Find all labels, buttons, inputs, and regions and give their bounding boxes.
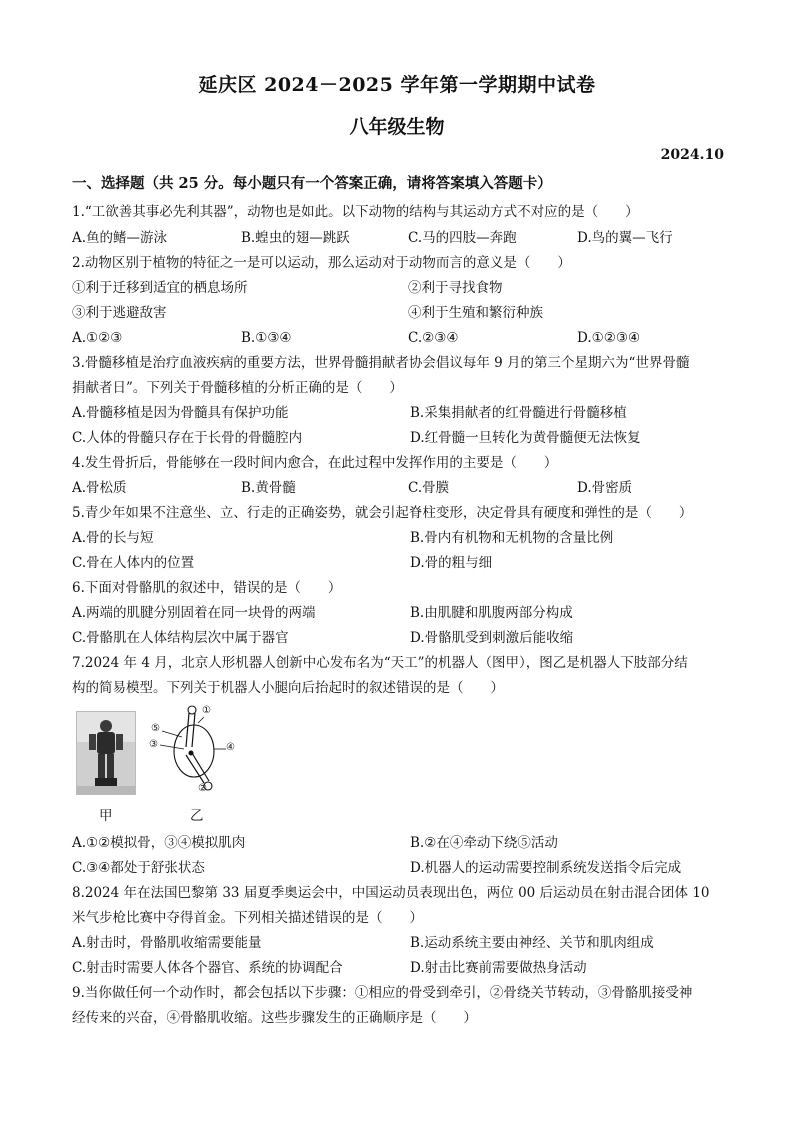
q6-option-c: C.骨骼肌在人体结构层次中属于器官	[72, 630, 289, 646]
q1-option-b: B.蝗虫的翅—跳跃	[241, 230, 350, 246]
q5-option-c: C.骨在人体内的位置	[72, 555, 195, 571]
q4-option-c: C.骨膜	[408, 480, 450, 496]
q2-option-b: B.①③④	[241, 330, 292, 346]
question-6-stem: 6.下面对骨骼肌的叙述中，错误的是（ ）	[72, 580, 342, 596]
q3-option-b: B.采集捐献者的红骨髓进行骨髓移植	[410, 405, 627, 421]
q7-option-d: D.机器人的运动需要控制系统发送指令后完成	[410, 860, 682, 876]
q4-option-b: B.黄骨髓	[241, 480, 296, 496]
q2-option-c: C.②③④	[408, 330, 459, 346]
question-4-stem: 4.发生骨折后，骨能够在一段时间内愈合，在此过程中发挥作用的主要是（ ）	[72, 455, 558, 471]
question-3-stem-line-1: 3.骨髓移植是治疗血液疾病的重要方法，世界骨髓捐献者协会倡议每年 9 月的第三个星期六为“世界骨髓	[72, 355, 690, 371]
question-1-stem: 1.“工欲善其事必先利其器”，动物也是如此。以下动物的结构与其运动方式不对应的是（ ）	[72, 204, 639, 220]
q7-option-b: B.②在④牵动下绕⑤活动	[410, 835, 558, 851]
question-2-stem: 2.动物区别于植物的特征之一是可以运动，那么运动对于动物而言的意义是（ ）	[72, 255, 571, 271]
q7-option-c: C.③④都处于舒张状态	[72, 860, 205, 876]
q1-option-d: D.鸟的翼—飞行	[577, 230, 673, 246]
q2-item-2: ②利于寻找食物	[408, 280, 503, 296]
q2-option-d: D.①②③④	[577, 330, 641, 346]
q2-item-4: ④利于生殖和繁衍种族	[408, 305, 543, 321]
q7-option-a: A.①②模拟骨，③④模拟肌肉	[72, 835, 246, 851]
figure-caption-jia: 甲	[99, 808, 113, 824]
q5-option-d: D.骨的粗与细	[410, 555, 493, 571]
diagram-label-5: ⑤	[151, 723, 160, 734]
section-heading: 一、选择题（共 25 分。每小题只有一个答案正确，请将答案填入答题卡）	[72, 175, 552, 192]
question-8-stem-line-1: 8.2024 年在法国巴黎第 33 届夏季奥运会中，中国运动员表现出色，两位 00 后运动员在射击混合团体 10	[72, 885, 710, 901]
diagram-label-2: ②	[198, 783, 207, 794]
question-9-stem-line-1: 9.当你做任何一个动作时，都会包括以下步骤：①相应的骨受到牵引，②骨绕关节转动，③骨骼肌接受神	[72, 985, 693, 1001]
exam-title: 延庆区 2024－2025 学年第一学期期中试卷	[198, 74, 596, 96]
q5-option-a: A.骨的长与短	[72, 530, 154, 546]
figure-caption-yi: 乙	[190, 808, 204, 824]
q8-option-c: C.射击时需要人体各个器官、系统的协调配合	[72, 960, 343, 976]
q1-option-c: C.马的四肢—奔跑	[408, 230, 517, 246]
exam-date: 2024.10	[660, 147, 724, 163]
robot-photo	[76, 711, 136, 795]
question-7-stem-line-1: 7.2024 年 4 月，北京人形机器人创新中心发布名为“天工”的机器人（图甲），图乙是机器人下肢部分结	[72, 655, 688, 671]
q4-option-a: A.骨松质	[72, 480, 127, 496]
q3-option-c: C.人体的骨髓只存在于长骨的骨髓腔内	[72, 430, 303, 446]
exam-subtitle: 八年级生物	[349, 116, 445, 138]
q8-option-a: A.射击时，骨骼肌收缩需要能量	[72, 935, 262, 951]
diagram-label-3: ③	[149, 739, 158, 750]
q2-item-3: ③利于逃避敌害	[72, 305, 167, 321]
q1-option-a: A.鱼的鳍—游泳	[72, 230, 168, 246]
leg-model-diagram	[146, 703, 238, 799]
q8-option-d: D.射击比赛前需要做热身活动	[410, 960, 587, 976]
question-9-stem-line-2: 经传来的兴奋，④骨骼肌收缩。这些步骤发生的正确顺序是（ ）	[72, 1010, 477, 1026]
q5-option-b: B.骨内有机物和无机物的含量比例	[410, 530, 614, 546]
q3-option-a: A.骨髓移植是因为骨髓具有保护功能	[72, 405, 289, 421]
q3-option-d: D.红骨髓一旦转化为黄骨髓便无法恢复	[410, 430, 641, 446]
diagram-label-1: ①	[202, 705, 211, 716]
q6-option-b: B.由肌腱和肌腹两部分构成	[410, 605, 573, 621]
question-7-stem-line-2: 构的简易模型。下列关于机器人小腿向后抬起时的叙述错误的是（ ）	[72, 680, 504, 696]
question-5-stem: 5.青少年如果不注意坐、立、行走的正确姿势，就会引起脊柱变形，决定骨具有硬度和弹性的是（ ）	[72, 505, 693, 521]
q6-option-a: A.两端的肌腱分别固着在同一块骨的两端	[72, 605, 316, 621]
question-8-stem-line-2: 米气步枪比赛中夺得首金。下列相关描述错误的是（ ）	[72, 910, 423, 926]
q8-option-b: B.运动系统主要由神经、关节和肌肉组成	[410, 935, 654, 951]
q2-option-a: A.①②③	[72, 330, 123, 346]
q2-item-1: ①利于迁移到适宜的栖息场所	[72, 280, 248, 296]
question-3-stem-line-2: 捐献者日”。下列关于骨髓移植的分析正确的是（ ）	[72, 380, 403, 396]
q4-option-d: D.骨密质	[577, 480, 633, 496]
diagram-label-4: ④	[226, 742, 235, 753]
q6-option-d: D.骨骼肌受到刺激后能收缩	[410, 630, 574, 646]
